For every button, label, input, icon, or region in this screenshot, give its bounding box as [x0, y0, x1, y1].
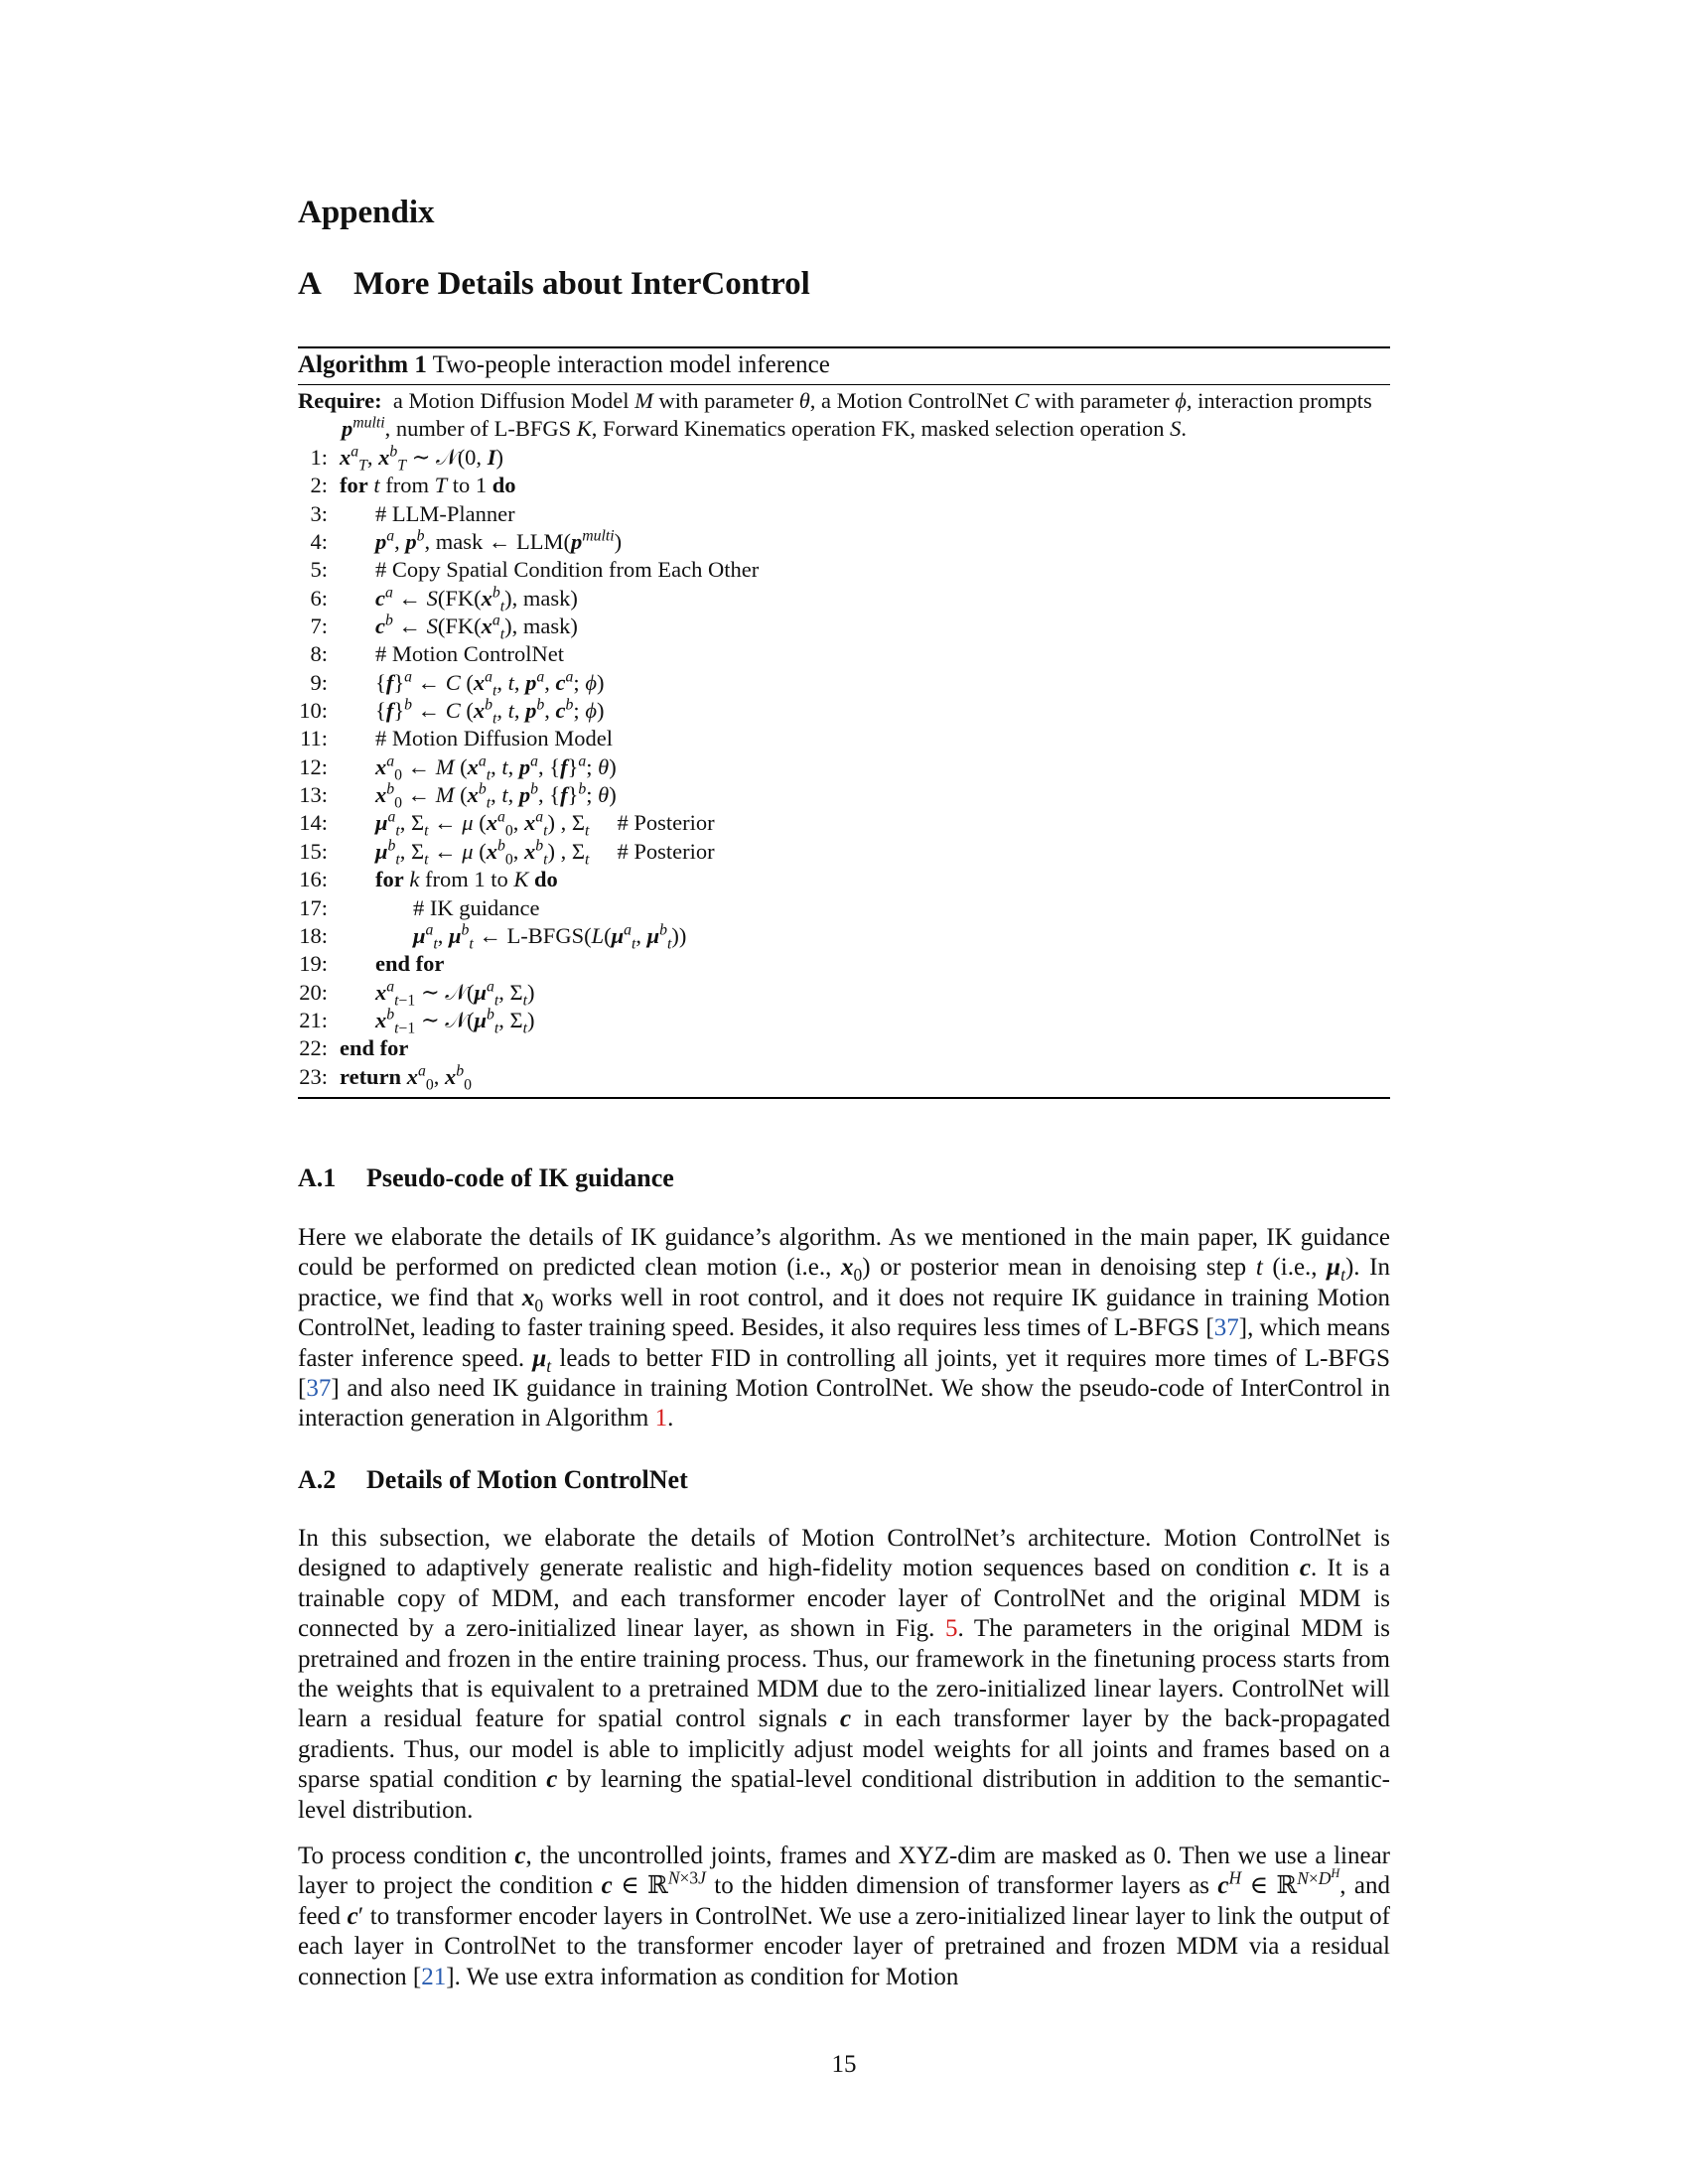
algorithm-line: 2: for t from T to 1 do	[310, 473, 516, 498]
section-number: A	[298, 266, 322, 302]
paragraph-condition-process: To process condition c, the uncontrolled joints, frames and XYZ-dim are masked as 0. Then we use a linear layer to project the condition c ∈ ℝ$^{N\times 3J}$ to the hidden dimension of transformer layers as $c^H$ ∈ ℝ$^{N\times D^H}$, and feed c′ to transformer encoder layers in ControlNet. We use a zero-initialized linear layer to link the output of each layer in ControlNet to the transformer encoder layer of pretrained and frozen MDM via a residual connection [21]. We use extra information as condition for Motion	[298, 1843, 1390, 1990]
algorithm-line: 4: $p^a$, $p^b$, mask ← $LLM(p^{multi})$	[310, 527, 623, 555]
paragraph-ik-guidance: Here we elaborate the details of IK guidance’s algorithm. As we mentioned in the main paper, IK guidance could be performed on predicted clean motion (i.e., $x_0$) or posterior mean in denoising step t (i.e., $\mu_t$). In practice, we find that $x_0$ works well in root control, and it does not require IK guidance in training Motion ControlNet, leading to faster training speed. Besides, it also requires less times of L-BFGS [37], which means faster inference speed. $\mu_t$ leads to better FID in controlling all joints, yet it requires more times of L-BFGS [37] and also need IK guidance in training Motion ControlNet. We show the pseudo-code of InterControl in interaction generation in Algorithm 1.	[298, 1224, 1391, 1433]
algorithm-line: 14: $\mu^a_t$, $\Sigma_t$ ← μ ($x^a_0$, $x^a_t$) , $\Sigma_t$ # Posterior	[299, 808, 715, 840]
algorithm-line: 12: $x^a_0$ ← M ($x^a_t$, t, $p^a$, $\{f\}^a$; θ)	[299, 752, 617, 784]
algorithm-line: 7: $c^b$ ← $S(FK(x^a_t)$, mask)	[310, 612, 578, 643]
algorithm-line: 23: return $x^a_0$, $x^b_0$	[299, 1062, 472, 1094]
algorithm-block	[298, 346, 1390, 1099]
algorithm-line: 17: # IK guidance	[299, 894, 540, 920]
paragraph-controlnet-arch: In this subsection, we elaborate the details of Motion ControlNet’s architecture. Motion ControlNet is designed to adaptively generate realistic and high-fidelity motion sequences based on condition c. It is a trainable copy of MDM, and each transformer encoder layer of ControlNet and the original MDM is connected by a zero-initialized linear layer, as shown in Fig. 5. The parameters in the original MDM is pretrained and frozen in the entire training process. Thus, our framework in the finetuning process starts from the weights that is equivalent to a pretrained MDM due to the zero-initialized linear layers. ControlNet will learn a residual feature for spatial control signals c in each transformer layer by the back-propagated gradients. Thus, our model is able to implicitly adjust model weights for all joints and frames based on a sparse spatial condition c by learning the spatial-level conditional distribution in addition to the semantic-level distribution.	[298, 1525, 1390, 1824]
algorithm-line: 11: # Motion Diffusion Model	[300, 726, 613, 751]
algorithm-ref-link[interactable]: 1	[654, 1405, 668, 1433]
algorithm-line: 6: $c^a$ ← $S(FK(x^b_t)$, mask)	[310, 584, 578, 615]
citation-link[interactable]: 21	[421, 1963, 447, 1990]
subsection-heading-a1: A.1 Pseudo-code of IK guidance	[298, 1163, 674, 1192]
algorithm-line: 16: for k from 1 to K do	[299, 867, 558, 892]
algorithm-line: 13: $x^b_0$ ← M ($x^b_t$, t, $p^b$, $\{f\}^b$; θ)	[299, 780, 617, 812]
algorithm-line: 15: $\mu^b_t$, $\Sigma_t$ ← μ ($x^b_0$, $x^b_t$) , $\Sigma_t$ # Posterior	[299, 837, 715, 869]
page-number: 15	[831, 2051, 857, 2078]
algorithm-line: 22: end for	[299, 1035, 409, 1061]
algorithm-line: 3: # LLM-Planner	[310, 500, 515, 526]
citation-link[interactable]: 37	[306, 1375, 332, 1403]
algorithm-line: 19: end for	[299, 951, 445, 977]
appendix-heading: Appendix	[298, 195, 435, 230]
section-title: More Details about InterControl	[353, 266, 810, 302]
citation-link[interactable]: 37	[1213, 1314, 1239, 1342]
algorithm-line: 8: # Motion ControlNet	[310, 641, 564, 667]
section-heading	[298, 266, 810, 303]
algorithm-line: 20: $x^a_{t-1}$ ∼ $𝒩(\mu^a_t$, $\Sigma_t$)	[299, 978, 535, 1010]
algorithm-caption: Algorithm 1 Two-people interaction model inference	[298, 351, 830, 378]
figure-ref-link[interactable]: 5	[945, 1615, 958, 1643]
algorithm-require: Require: a Motion Diffusion Model M with parameter θ, a Motion ControlNet C with parameter ϕ, interaction prompts $p^{multi}$, number of L-BFGS K, Forward Kinematics operation FK, masked selection operation S.	[298, 388, 1372, 441]
subsection-heading-a2: A.2 Details of Motion ControlNet	[298, 1465, 688, 1494]
algorithm-line: 1: $x^a_T$, $x^b_T$ ∼ 𝒩(0, I)	[310, 443, 503, 475]
algorithm-line: 21: $x^b_{t-1}$ ∼ $𝒩(\mu^b_t$, $\Sigma_t$)	[299, 1006, 535, 1037]
algorithm-line: 10: $\{f\}^b$ ← C ($x^b_t$, t, $p^b$, $c^b$; ϕ)	[299, 696, 605, 728]
algorithm-line: 9: $\{f\}^a$ ← C ($x^a_t$, t, $p^a$, $c^a$; ϕ)	[310, 668, 605, 700]
algorithm-line: 5: # Copy Spatial Condition from Each Other	[310, 557, 760, 583]
algorithm-line: 18: $\mu^a_t$, $\mu^b_t$ ← $L-BFGS(L(\mu^a_t$, $\mu^b_t$))	[299, 921, 687, 953]
